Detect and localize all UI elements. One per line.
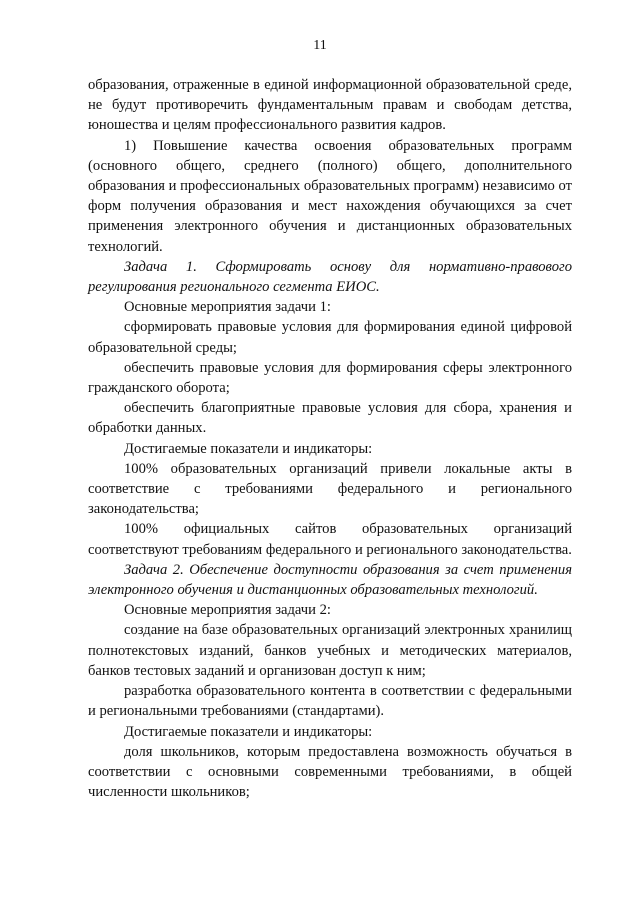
paragraph-goal-1: 1) Повышение качества освоения образовательных программ (основного общего, среднего (полного) общего, дополнительного образования и профессиональных образовательных программ) независимо от форм получения образования и мест нахождения обучающихся за счет применения электронного обучения и дистанционных образовательных технологий. — [88, 137, 572, 255]
page-number: 11 — [313, 38, 327, 53]
paragraph-1: образования, отраженные в единой информационной образовательной среде, не будут противоречить фундаментальным правам и свободам детства, юношества и целям профессионального развития кадров. — [88, 77, 572, 134]
task-1-measure-2: обеспечить правовые условия для формирования сферы электронного гражданского оборота; — [88, 359, 572, 397]
task-1-measure-1: сформировать правовые условия для формирования единой цифровой образовательной среды; — [88, 319, 572, 356]
task-1-heading: Задача 1. Сформировать основу для нормативно-правового регулирования регионального сегмента ЕИОС. — [88, 258, 572, 296]
task-2-heading: Задача 2. Обеспечение доступности образования за счет применения электронного обучения и дистанционных образовательных технологий. — [88, 561, 572, 599]
document-body — [88, 75, 572, 802]
task-1-measure-3: обеспечить благоприятные правовые условия для сбора, хранения и обработки данных. — [88, 400, 572, 437]
task-1-indicators-label: Достигаемые показатели и индикаторы: — [124, 440, 373, 457]
task-2-measure-1: создание на базе образовательных организаций электронных хранилищ полнотекстовых изданий, банков учебных и методических материалов, банков тестовых заданий и организован доступ к ним; — [88, 622, 572, 679]
task-2-indicator-1: доля школьников, которым предоставлена возможность обучаться в соответствии с основными современными требованиями, в общей численности школьников; — [88, 743, 572, 801]
task-1-indicator-2: 100% официальных сайтов образовательных организаций соответствуют требованиям федерального и регионального законодательства. — [88, 521, 572, 558]
task-2-measures-label: Основные мероприятия задачи 2: — [124, 602, 331, 619]
task-1-measures-label: Основные мероприятия задачи 1: — [124, 299, 331, 316]
task-1-indicator-1: 100% образовательных организаций привели локальные акты в соответствие с требованиями федерального и регионального законодательства; — [88, 460, 572, 518]
task-2-measure-2: разработка образовательного контента в соответствии с федеральными и региональными требованиями (стандартами). — [88, 683, 572, 720]
task-2-indicators-label: Достигаемые показатели и индикаторы: — [124, 723, 373, 740]
